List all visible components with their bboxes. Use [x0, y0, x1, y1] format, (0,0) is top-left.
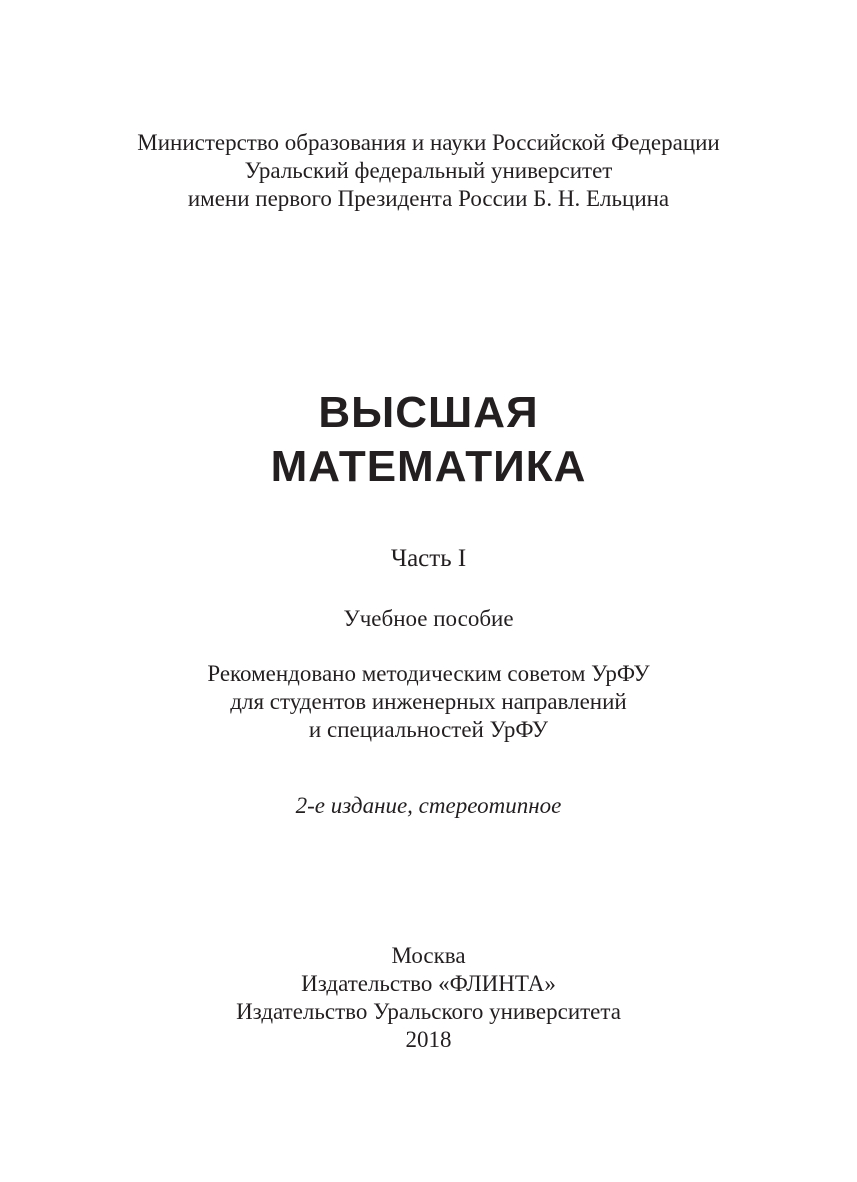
recommendation-line-3: и специальностей УрФУ [308, 717, 549, 742]
edition-note: 2-е издание, стереотипное [295, 793, 562, 818]
imprint-publisher-1: Издательство «ФЛИНТА» [301, 971, 556, 996]
imprint-city: Москва [391, 943, 466, 968]
imprint-publisher-2: Издательство Уральского университета [236, 999, 621, 1024]
ministry-line: Министерство образования и науки Российской Федерации [137, 130, 720, 155]
university-line: Уральский федеральный университет [244, 158, 613, 183]
recommendation-block [0, 660, 857, 744]
recommendation-line-2: для студентов инженерных направлений [230, 689, 627, 714]
recommendation-line-1: Рекомендовано методическим советом УрФУ [207, 661, 650, 686]
doc-type-block [0, 605, 857, 633]
part-label-block [0, 544, 857, 574]
university-name-line: имени первого Президента России Б. Н. Ельцина [187, 186, 670, 211]
title-line-2: МАТЕМАТИКА [270, 442, 587, 491]
imprint [0, 942, 857, 1054]
edition-block [0, 792, 857, 820]
part-label: Часть I [390, 545, 467, 572]
book-title [0, 386, 857, 494]
doc-type: Учебное пособие [343, 606, 514, 631]
title-line-1: ВЫСШАЯ [318, 388, 539, 437]
institution-header [0, 129, 857, 213]
imprint-year: 2018 [405, 1027, 452, 1052]
